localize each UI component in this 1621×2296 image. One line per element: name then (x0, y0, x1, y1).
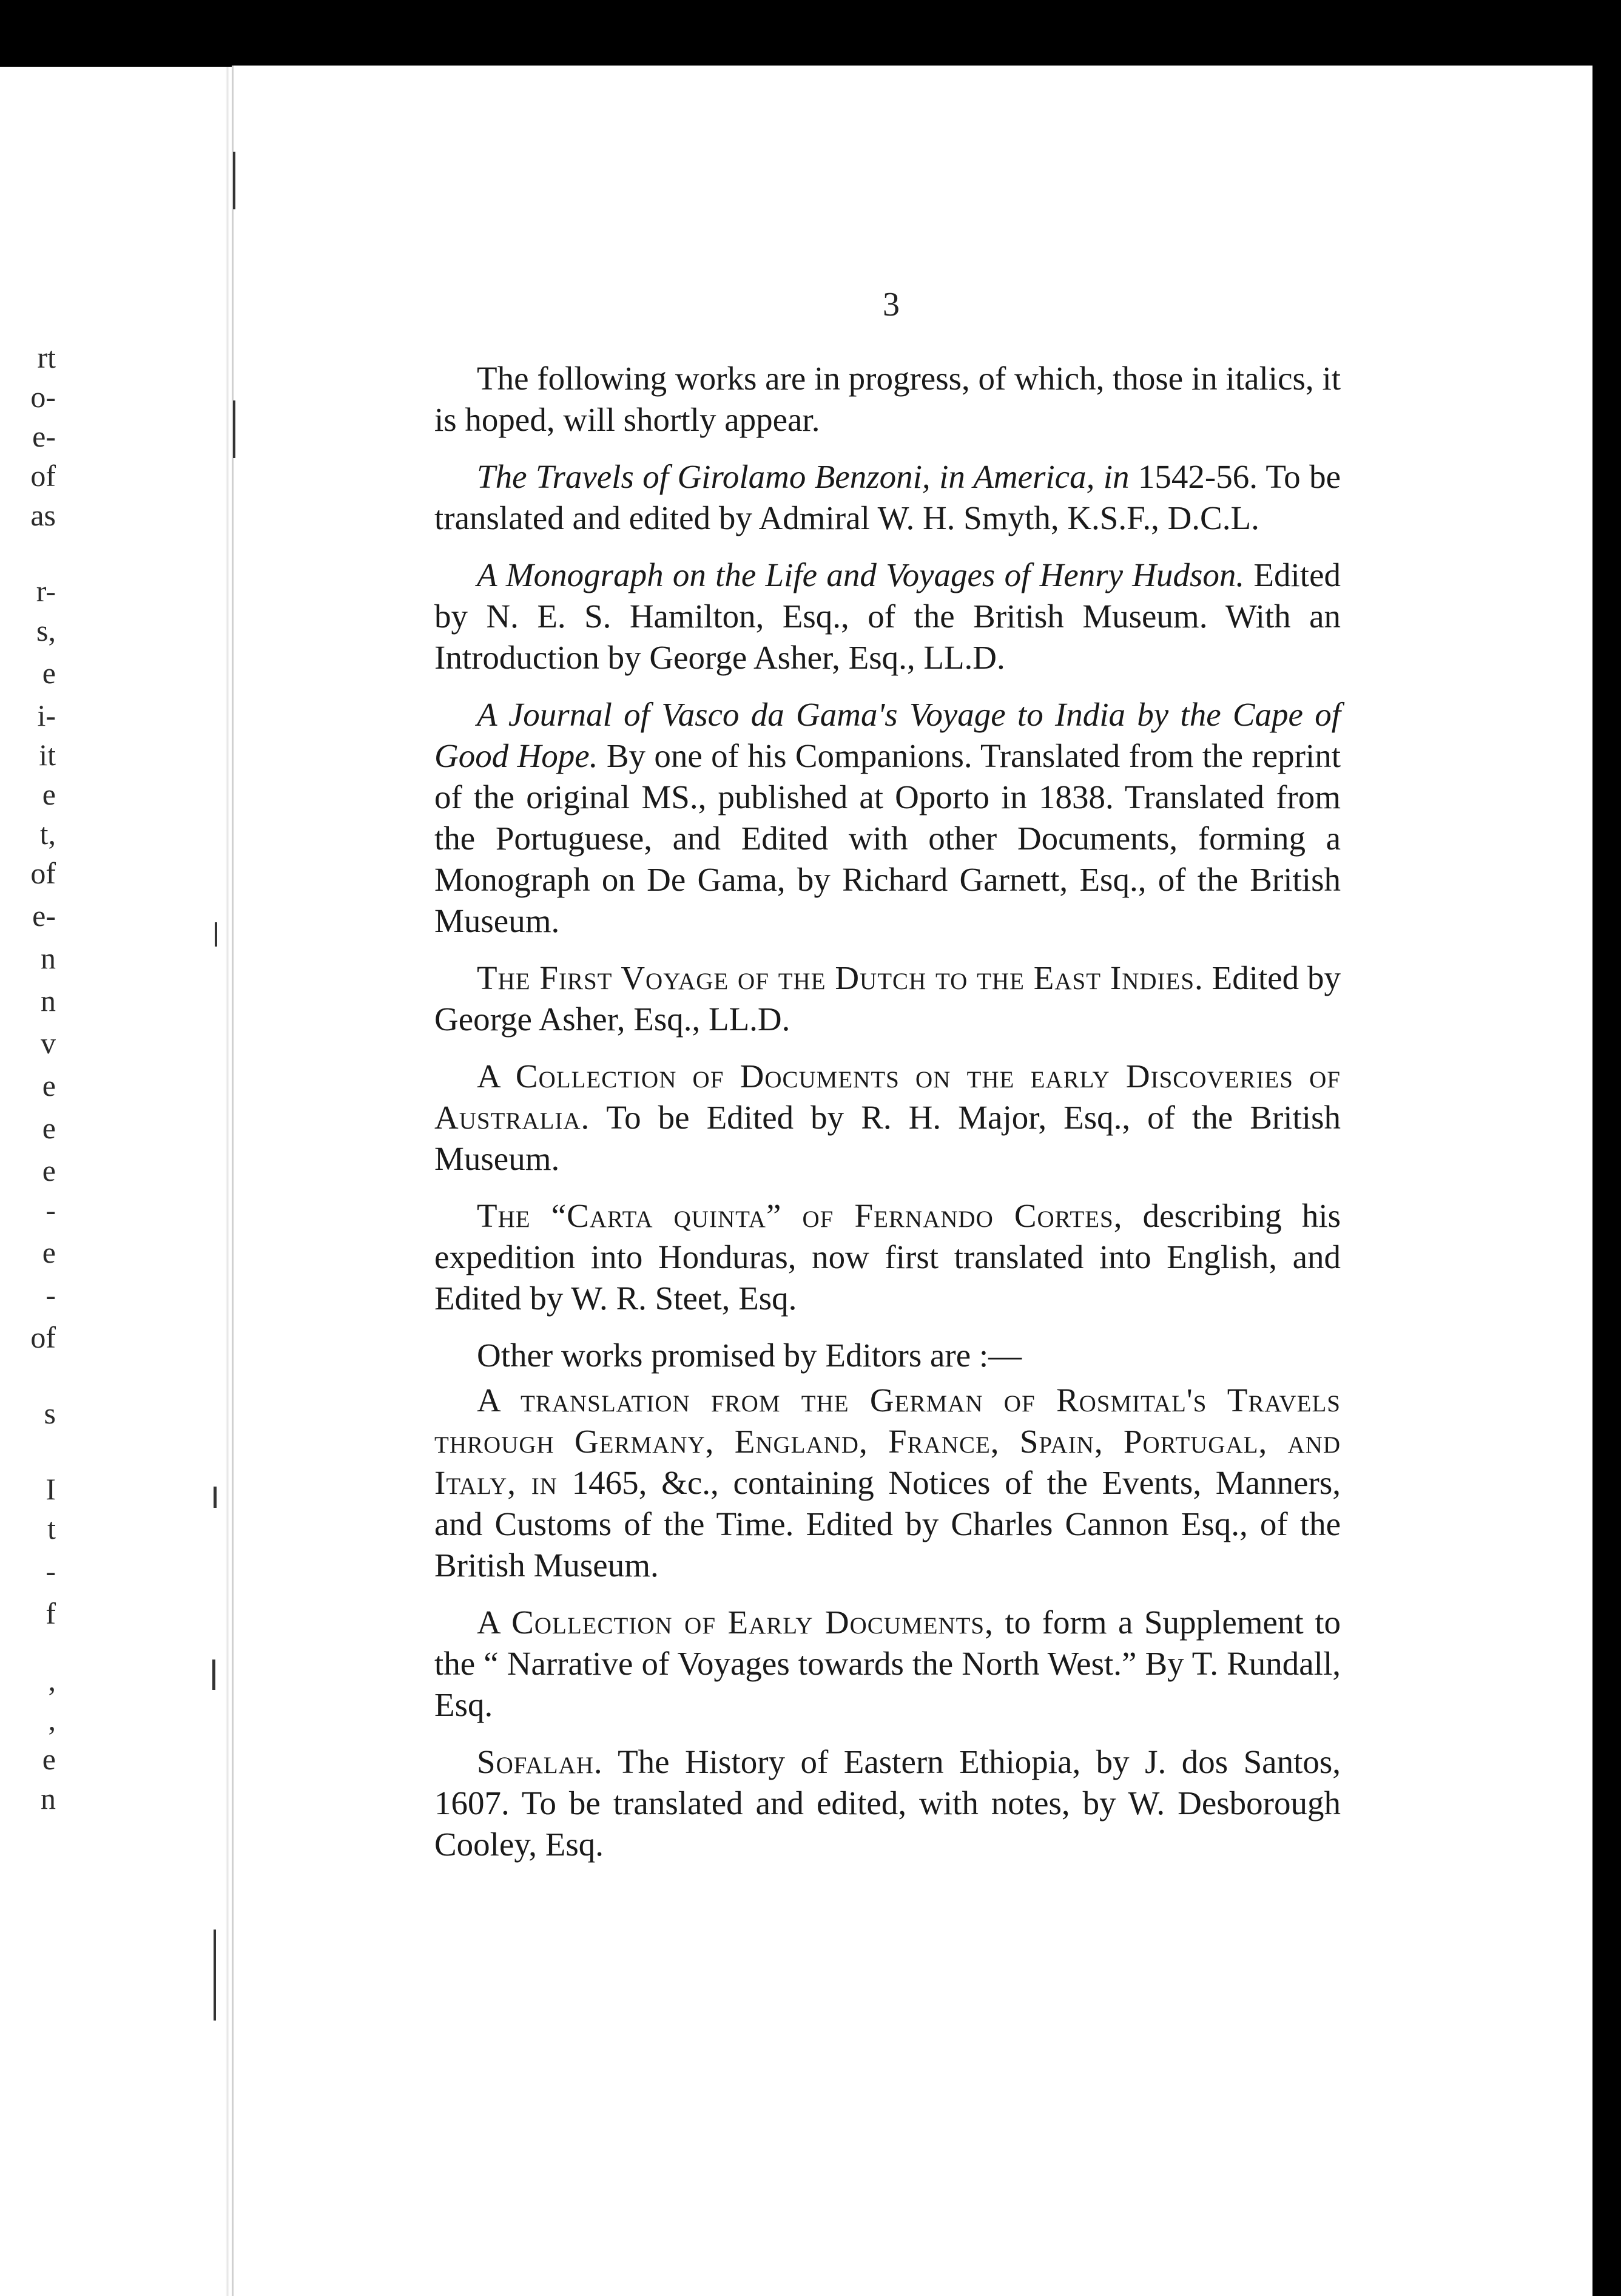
paragraph-text: By one of his Companions. Translated from the reprint of the original MS., published at Oporto in 1838. Translated from the Portuguese, and Edited with other Documents, forming a Monograph on De Gama, by Richard Garnett, Esq., of the British Museum. (434, 737, 1341, 939)
paragraph (434, 1056, 1341, 1180)
facing-page-fragment: n (41, 984, 56, 1018)
smallcaps-title: A Collection of Documents on the early Discoveries of Australia. (434, 1058, 1341, 1136)
paragraph-text: to form a Supplement to the “ Narrative of Voyages towards the North West.” By T. Rundall, Esq. (434, 1604, 1341, 1723)
facing-page-fragment: of (30, 459, 56, 493)
italic-title: A Monograph on the Life and Voyages of Henry Hudson. (477, 556, 1245, 593)
paragraph (434, 358, 1341, 441)
facing-page-fragment: rt (37, 340, 56, 374)
paragraph (434, 1380, 1341, 1586)
facing-page-fragment: s (44, 1396, 56, 1430)
smallcaps-title: Sofalah. (477, 1743, 603, 1780)
facing-page-fragment: e (42, 1742, 56, 1776)
paragraph (434, 957, 1341, 1040)
facing-page-fragment: i- (37, 698, 56, 732)
facing-page-fragment: - (45, 1278, 56, 1312)
italic-title: A Journal of Vasco da Gama's Voyage to India by the Cape of Good Hope. (434, 696, 1341, 774)
paragraph-text: To be Edited by R. H. Major, Esq., of the British Museum. (434, 1099, 1341, 1177)
facing-page-fragment: e (42, 777, 56, 811)
binding-mark (214, 1487, 217, 1508)
facing-page-fragment: n (41, 1781, 56, 1815)
facing-page-fragment: I (45, 1472, 56, 1506)
facing-page-fragment: , (48, 1663, 56, 1697)
facing-page-fragment: e (42, 1235, 56, 1269)
smallcaps-title: The First Voyage of the Dutch to the East Indies. (477, 959, 1204, 996)
binding-mark (215, 922, 217, 947)
paragraph-text: 1542-56. To be translated and edited by Admiral W. H. Smyth, K.S.F., D.C.L. (434, 458, 1341, 536)
binding-mark (212, 1660, 215, 1690)
facing-page-fragment: - (45, 1554, 56, 1588)
scan-top-border (0, 0, 1621, 67)
paragraph-text: The following works are in progress, of which, those in italics, it is hoped, will shortly appear. (434, 360, 1341, 438)
facing-page-fragment: of (30, 856, 56, 890)
paragraph (434, 555, 1341, 678)
body-text (434, 358, 1341, 1881)
facing-page-fragment: , (48, 1703, 56, 1737)
paragraph (434, 1195, 1341, 1319)
paragraph-text: Edited by N. E. S. Hamilton, Esq., of the British Museum. With an Introduction by George Asher, Esq., LL.D. (434, 556, 1341, 676)
italic-title: The Travels of Girolamo Benzoni, in America, in (477, 458, 1130, 495)
binding-mark (214, 1930, 216, 2021)
facing-page-fragment: r- (36, 574, 56, 608)
facing-page-fragment: s, (36, 613, 56, 647)
facing-page-fragment: e- (32, 419, 56, 453)
facing-page-fragment: t, (39, 817, 56, 851)
paragraph-text: The History of Eastern Ethiopia, by J. dos Santos, 1607. To be translated and edited, with notes, by W. Desborough Cooley, Esq. (434, 1743, 1341, 1863)
facing-page-fragment: e (42, 656, 56, 690)
smallcaps-title: A translation from the German of Rosmital's Travels through Germany, England, France, Spain, Portugal, and Italy, in (434, 1382, 1341, 1501)
paragraph (434, 1741, 1341, 1865)
facing-page-fragment: e (42, 1069, 56, 1102)
paragraph-text: Other works promised by Editors are :— (477, 1337, 1022, 1374)
facing-page-fragment: e (42, 1111, 56, 1145)
paragraph-text: describing his expedition into Honduras, now first translated into English, and Edited by W. R. Steet, Esq. (434, 1197, 1341, 1317)
paragraph-text: Edited by George Asher, Esq., LL.D. (434, 959, 1341, 1038)
facing-page-fragment: of (30, 1320, 56, 1354)
facing-page-fragment: e- (32, 899, 56, 933)
paragraph (434, 1602, 1341, 1726)
paragraph (434, 456, 1341, 539)
facing-page-fragment: e (42, 1153, 56, 1187)
facing-page-fragment: f (45, 1596, 56, 1630)
smallcaps-title: A Collection of Early Documents, (477, 1604, 994, 1641)
facing-page-fragment: o- (30, 380, 56, 414)
paragraph (434, 694, 1341, 942)
paragraph-text: 1465, &c., containing Notices of the Events, Manners, and Customs of the Time. Edited by Charles Cannon Esq., of the British Museum. (434, 1464, 1341, 1584)
page-number: 3 (883, 286, 900, 323)
smallcaps-title: The “Carta quinta” of Fernando Cortes, (477, 1197, 1123, 1234)
binding-mark (233, 400, 235, 458)
page-gutter (226, 67, 229, 2296)
binding-mark (233, 152, 235, 209)
facing-page-fragment: as (30, 498, 56, 532)
facing-page-fragment: it (39, 738, 56, 772)
facing-page-fragment: - (45, 1193, 56, 1227)
facing-page-fragment: t (47, 1511, 56, 1545)
facing-page-fragment: v (41, 1026, 56, 1060)
facing-page-fragment: n (41, 941, 56, 975)
paragraph (434, 1335, 1341, 1376)
